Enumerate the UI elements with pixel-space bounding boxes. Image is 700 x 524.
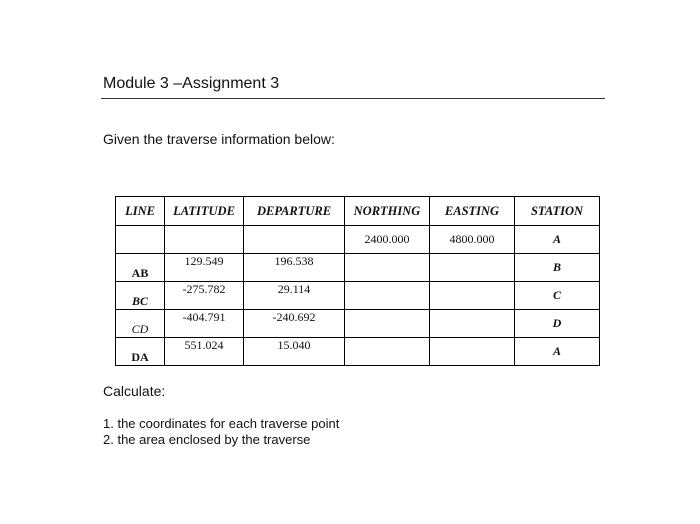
- cell-departure: [244, 226, 345, 254]
- page-title: Module 3 –Assignment 3: [103, 75, 280, 92]
- table-row: [116, 338, 600, 366]
- cell-northing: 2400.000: [345, 226, 430, 254]
- cell-latitude: [165, 226, 244, 254]
- cell-departure: 29.114: [244, 282, 345, 310]
- table-row: [116, 254, 600, 282]
- cell-line: CD: [116, 310, 165, 338]
- cell-line: DA: [116, 338, 165, 366]
- cell-northing: [345, 310, 430, 338]
- cell-easting: [430, 254, 515, 282]
- cell-departure: -240.692: [244, 310, 345, 338]
- intro-text: Given the traverse information below:: [103, 131, 335, 147]
- cell-line: [116, 226, 165, 254]
- cell-station: A: [515, 226, 600, 254]
- cell-line: BC: [116, 282, 165, 310]
- header-station: STATION: [515, 197, 600, 226]
- cell-station: C: [515, 282, 600, 310]
- cell-latitude: 551.024: [165, 338, 244, 366]
- header-line: LINE: [116, 197, 165, 226]
- cell-easting: 4800.000: [430, 226, 515, 254]
- table-row: [116, 310, 600, 338]
- cell-line: AB: [116, 254, 165, 282]
- cell-northing: [345, 254, 430, 282]
- cell-departure: 15.040: [244, 338, 345, 366]
- cell-station: D: [515, 310, 600, 338]
- title-divider: [101, 98, 605, 99]
- cell-station: B: [515, 254, 600, 282]
- cell-latitude: 129.549: [165, 254, 244, 282]
- cell-latitude: -404.791: [165, 310, 244, 338]
- cell-station: A: [515, 338, 600, 366]
- cell-latitude: -275.782: [165, 282, 244, 310]
- list-item: 1. the coordinates for each traverse point: [103, 416, 340, 431]
- list-item: 2. the area enclosed by the traverse: [103, 432, 311, 447]
- header-latitude: LATITUDE: [165, 197, 244, 226]
- table-header-row: [116, 197, 600, 226]
- table-row: [116, 282, 600, 310]
- header-northing: NORTHING: [345, 197, 430, 226]
- table-row-initial: [116, 226, 600, 254]
- cell-northing: [345, 338, 430, 366]
- cell-easting: [430, 310, 515, 338]
- cell-departure: 196.538: [244, 254, 345, 282]
- cell-easting: [430, 282, 515, 310]
- cell-northing: [345, 282, 430, 310]
- calculate-label: Calculate:: [103, 383, 166, 399]
- task-list: [103, 416, 339, 448]
- header-easting: EASTING: [430, 197, 515, 226]
- cell-easting: [430, 338, 515, 366]
- header-departure: DEPARTURE: [244, 197, 345, 226]
- traverse-table: [115, 196, 600, 366]
